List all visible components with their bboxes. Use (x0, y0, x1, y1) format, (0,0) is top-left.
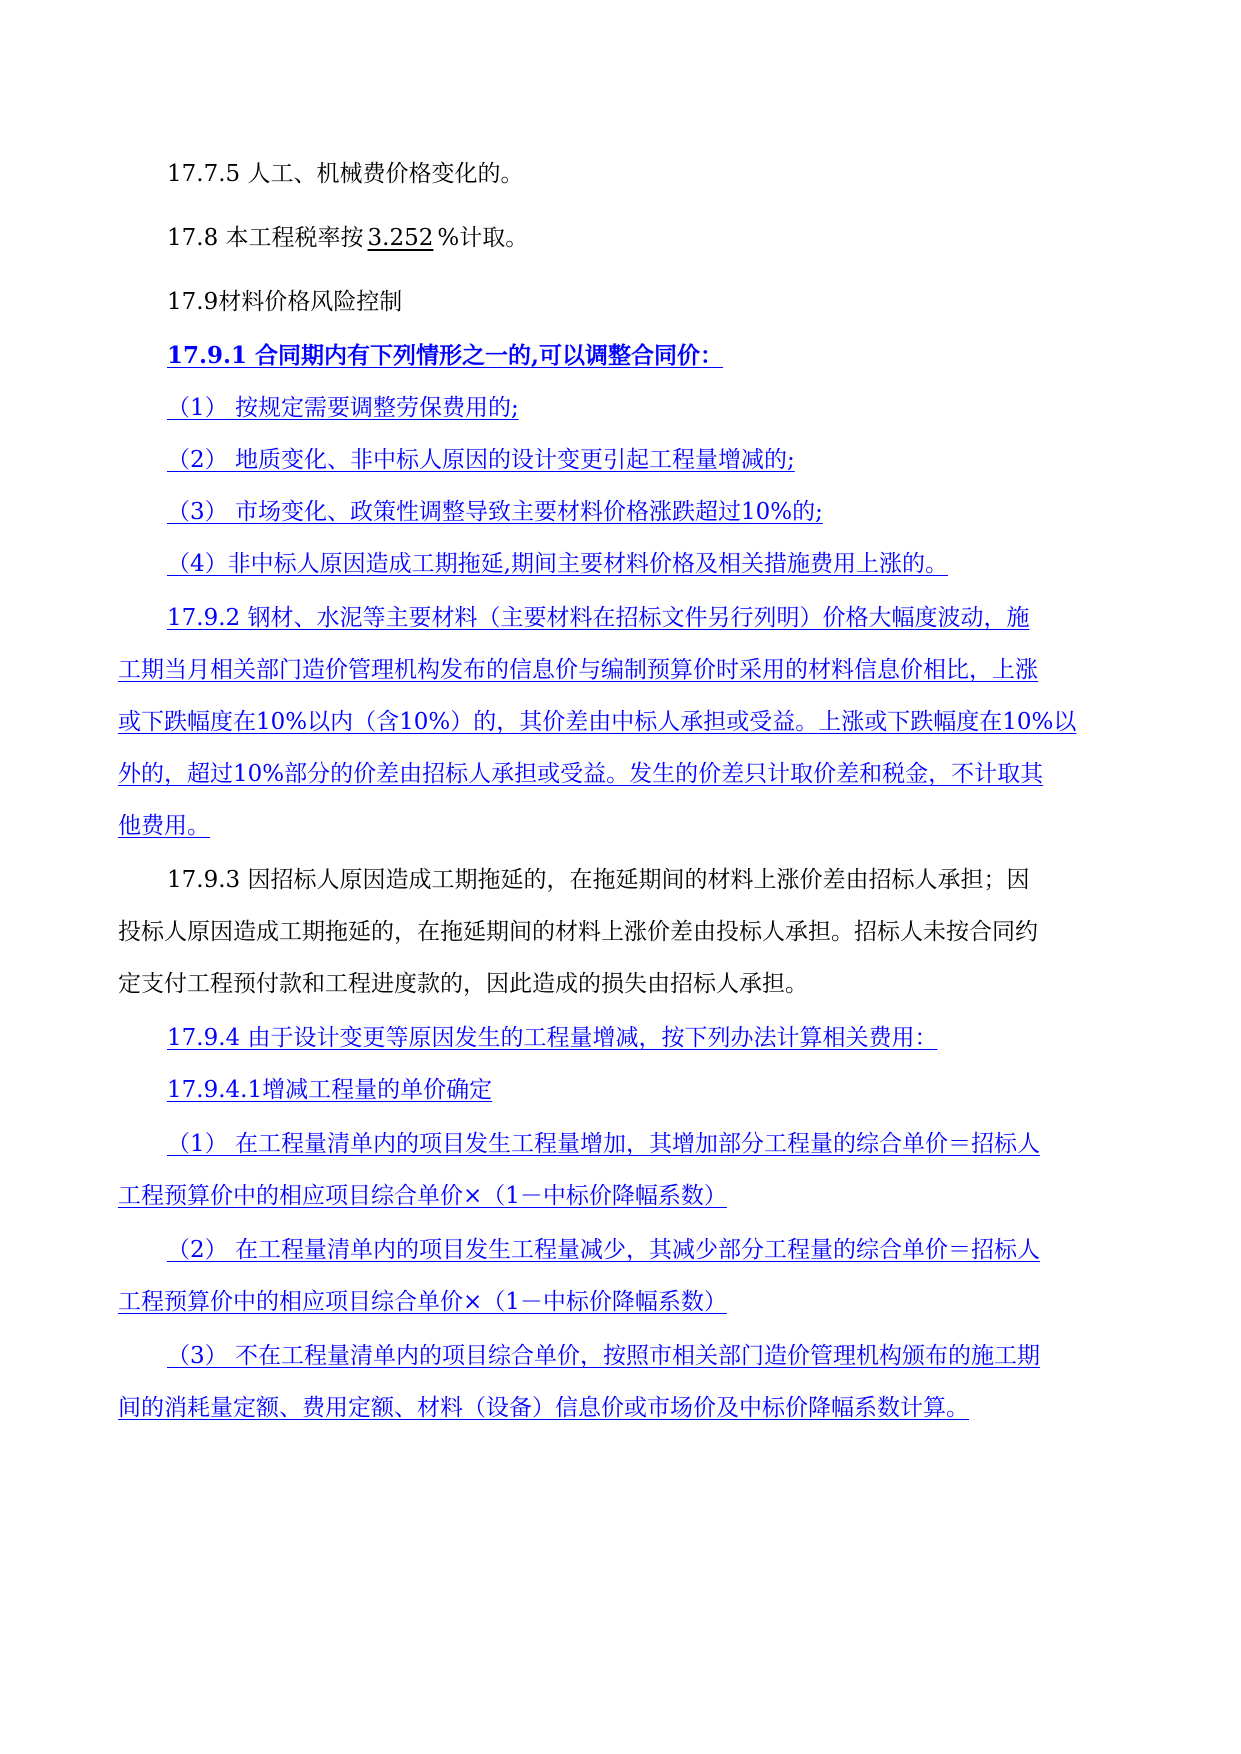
clause-17-9-3-line: 17.9.3 因招标人原因造成工期拖延的，在拖延期间的材料上涨价差由招标人承担；因 (167, 867, 1030, 893)
clause-17-7-5: 17.7.5 人工、机械费价格变化的。 (167, 161, 524, 187)
clause-17-9-1: 17.9.1 合同期内有下列情形之一的,可以调整合同价： (167, 342, 724, 369)
clause-17-8 (167, 224, 528, 252)
clause-17-8-prefix: 17.8 本工程税率按 (167, 225, 364, 251)
clause-17-9-3-line: 定支付工程预付款和工程进度款的，因此造成的损失由招标人承担。 (118, 971, 808, 997)
clause-17-9-heading: 17.9材料价格风险控制 (167, 289, 403, 315)
tax-rate-value: 3.252 (367, 225, 434, 251)
clause-17-9-4: 17.9.4 由于设计变更等原因发生的工程量增减，按下列办法计算相关费用： (167, 1025, 938, 1051)
clause-17-9-4-1-item-3-line: （3） 不在工程量清单内的项目综合单价，按照市相关部门造价管理机构颁布的施工期 (167, 1343, 1040, 1369)
clause-17-9-4-1: 17.9.4.1增减工程量的单价确定 (167, 1077, 493, 1103)
clause-17-9-4-1-item-1-line: 工程预算价中的相应项目综合单价×（1－中标价降幅系数） (118, 1183, 727, 1209)
clause-17-9-4-1-item-1-line: （1） 在工程量清单内的项目发生工程量增加，其增加部分工程量的综合单价＝招标人 (167, 1131, 1040, 1157)
clause-17-9-2-line: 工期当月相关部门造价管理机构发布的信息价与编制预算价时采用的材料信息价相比，上涨 (118, 657, 1038, 683)
clause-17-9-2-line: 或下跌幅度在10%以内（含10%）的，其价差由中标人承担或受益。上涨或下跌幅度在10%以 (118, 709, 1077, 735)
clause-17-9-3-line: 投标人原因造成工期拖延的，在拖延期间的材料上涨价差由投标人承担。招标人未按合同约 (118, 919, 1038, 945)
clause-17-9-1-item-1: （1） 按规定需要调整劳保费用的; (167, 395, 519, 421)
clause-17-9-2-line: 外的，超过10%部分的价差由招标人承担或受益。发生的价差只计取价差和税金，不计取其 (118, 761, 1044, 787)
clause-17-9-4-1-item-2-line: 工程预算价中的相应项目综合单价×（1－中标价降幅系数） (118, 1289, 727, 1315)
clause-17-9-2-line: 他费用。 (118, 813, 210, 839)
clause-17-8-suffix: %计取。 (437, 225, 529, 251)
clause-17-9-4-1-item-3-line: 间的消耗量定额、费用定额、材料（设备）信息价或市场价及中标价降幅系数计算。 (118, 1395, 969, 1421)
clause-17-9-1-item-4: （4）非中标人原因造成工期拖延,期间主要材料价格及相关措施费用上涨的。 (167, 551, 948, 577)
clause-17-9-1-item-3: （3） 市场变化、政策性调整导致主要材料价格涨跌超过10%的; (167, 499, 823, 525)
clause-17-9-4-1-item-2-line: （2） 在工程量清单内的项目发生工程量减少，其减少部分工程量的综合单价＝招标人 (167, 1237, 1040, 1263)
clause-17-9-2-line: 17.9.2 钢材、水泥等主要材料（主要材料在招标文件另行列明）价格大幅度波动，施 (167, 605, 1030, 631)
clause-17-9-1-item-2: （2） 地质变化、非中标人原因的设计变更引起工程量增减的; (167, 447, 795, 473)
